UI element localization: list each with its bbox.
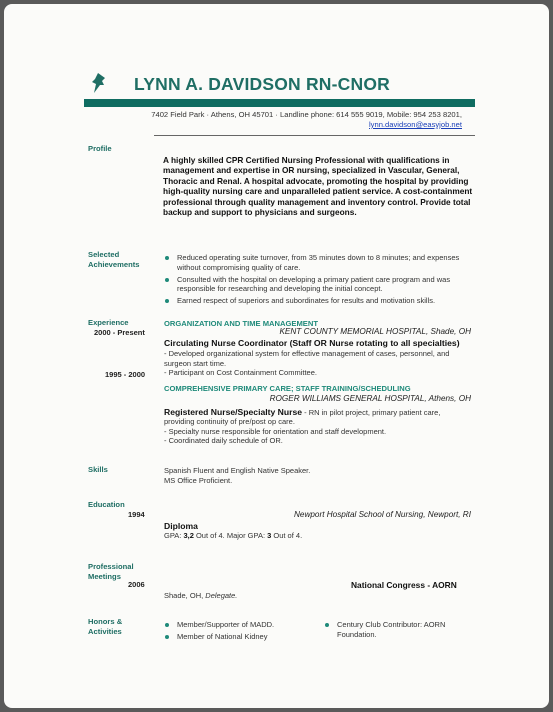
honors-list-right [324,620,474,642]
pushpin-icon [90,72,110,94]
section-label-education: Education [88,500,125,509]
education-school: Newport Hospital School of Nursing, Newport, RI [293,510,471,519]
section-label-experience: Experience [88,318,129,327]
section-label-profile: Profile [88,144,112,153]
meeting-year: 2006 [128,580,145,589]
section-label-meetings: Professional Meetings [88,562,134,581]
section-label-achievements: Selected Achievements [88,250,140,269]
list-item: Century Club Contributor: AORN Foundation. [324,620,474,639]
job-details: - Developed organizational system for effective management of cases, personnel, and surgeon start time. - Participant on Cost Containment Committee. [164,349,450,377]
meeting-event: National Congress - AORN [351,580,457,590]
meeting-location: Shade, OH, Delegate. [164,591,238,600]
job-employer: ROGER WILLIAMS GENERAL HOSPITAL, Athens, OH [269,394,471,403]
honors-list-left [164,620,324,644]
education-degree: Diploma [164,521,198,531]
job-dates: 1995 - 2000 [105,370,146,379]
email-link[interactable]: lynn.davidson@easyjob.net [369,120,462,129]
job-dates: 2000 - Present [94,328,145,337]
resume-page [4,4,549,708]
skills-list: Spanish Fluent and English Native Speaker. MS Office Proficient. [164,466,311,485]
list-item: Consulted with the hospital on developing a primary patient care program and was responsible for researching and developing the initial concept. [164,275,475,294]
list-item: Member/Supporter of MADD. [164,620,324,630]
profile-summary: A highly skilled CPR Certified Nursing Professional with qualifications in management and expertise in OR nursing, specialized in Vascular, General, Thoracic and Renal. A hospital advocate, promoting the hospital by providing high-quality nursing care and unparalleled patient service. A cost-containment professional through quality management and inventory control. Provide total backup and support to physicians and surgeons. [163,155,473,218]
header-band [84,99,475,107]
contact-line: 7402 Field Park · Athens, OH 45701 · Landline phone: 614 555 9019, Mobile: 954 253 8201, [151,110,462,119]
job-title: Circulating Nurse Coordinator (Staff OR Nurse rotating to all specialties) [164,338,460,348]
list-item: Reduced operating suite turnover, from 35 minutes down to 8 minutes; and expenses without compromising quality of care. [164,253,475,272]
education-year: 1994 [128,510,145,519]
section-label-skills: Skills [88,465,108,474]
section-label-honors: Honors & Activities [88,617,123,636]
education-gpa: GPA: 3,2 Out of 4. Major GPA: 3 Out of 4. [164,531,303,540]
header-divider [154,135,475,136]
job-area: COMPREHENSIVE PRIMARY CARE; STAFF TRAINING/SCHEDULING [164,384,411,393]
job-title: Registered Nurse/Specialty Nurse - RN in pilot project, primary patient care, [164,407,441,417]
achievements-list [164,253,475,308]
list-item: Member of National Kidney [164,632,324,642]
list-item: Earned respect of superiors and subordinates for results and motivation skills. [164,296,475,306]
job-details: providing continuity of pre/post op care. - Specialty nurse responsible for orientation and staff development. - Coordinated daily schedule of OR. [164,417,387,445]
job-area: ORGANIZATION AND TIME MANAGEMENT [164,319,318,328]
candidate-name: LYNN A. DAVIDSON RN-CNOR [134,74,390,94]
job-employer: KENT COUNTY MEMORIAL HOSPITAL, Shade, OH [279,327,471,336]
